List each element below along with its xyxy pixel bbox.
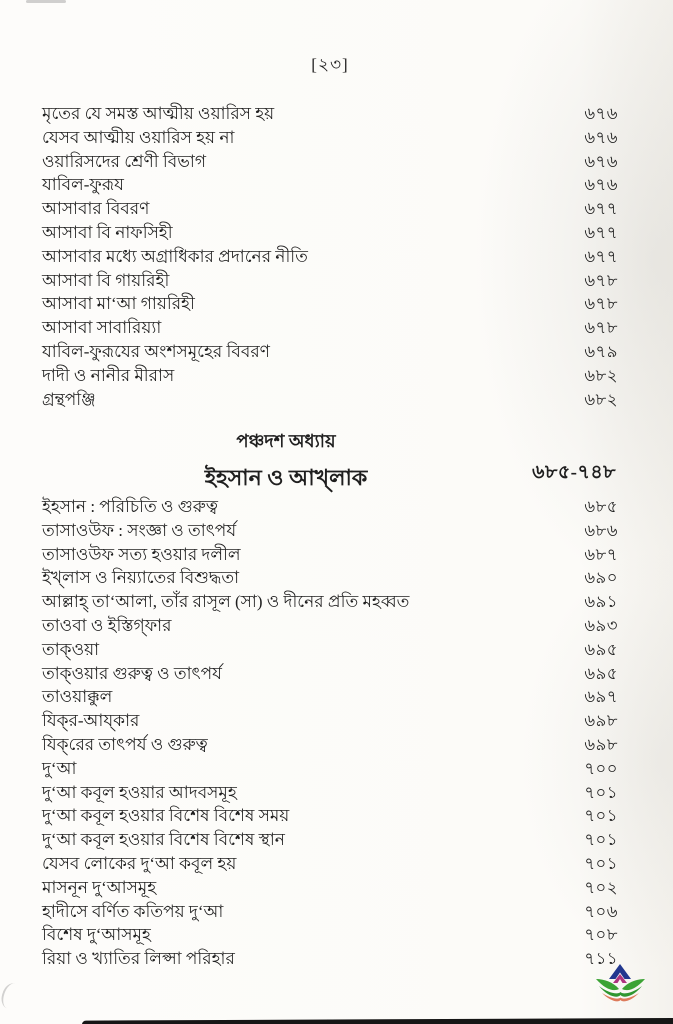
- toc-title: আসাবা বি নাফসিহী: [42, 222, 173, 242]
- toc-row: [42, 565, 618, 589]
- toc-page: ৭১১: [584, 949, 618, 969]
- toc-title: দু‘আ কবূল হওয়ার বিশেষ বিশেষ সময়: [42, 806, 290, 826]
- toc-section-ihsan-akhlaq: [42, 494, 618, 970]
- toc-row: [42, 101, 618, 125]
- toc-title: মাসনূন দু‘আসমূহ: [42, 877, 157, 897]
- toc-title: মৃতের যে সমস্ত আত্মীয় ওয়ারিস হয়: [42, 104, 275, 123]
- toc-title: যেসব আত্মীয় ওয়ারিস হয় না: [42, 127, 235, 147]
- toc-row: [42, 661, 618, 685]
- toc-title: তাক্ওয়ার গুরুত্ব ও তাৎপর্য: [42, 663, 222, 683]
- toc-title: যিক্‌রের তাৎপর্য ও গুরুত্ব: [42, 734, 208, 754]
- toc-title: গ্রন্থপঞ্জি: [42, 389, 96, 409]
- page-number: [২৩]: [311, 55, 349, 74]
- toc-row: [42, 732, 618, 756]
- toc-row: [42, 244, 618, 268]
- toc-row: [42, 803, 618, 827]
- toc-row: [42, 125, 618, 149]
- toc-row: [42, 494, 618, 518]
- toc-title: দু‘আ কবূল হওয়ার বিশেষ বিশেষ স্থান: [42, 830, 285, 850]
- toc-page: ৬৭৬: [584, 127, 618, 147]
- toc-page: ৭০০: [584, 758, 618, 778]
- toc-page: ৬৯৫: [584, 639, 618, 659]
- toc-page: ৬৯১: [584, 592, 618, 612]
- toc-title: ইখ্লাস ও নিয়্যাতের বিশুদ্ধতা: [42, 568, 240, 588]
- toc-page: ৬৭৬: [584, 151, 618, 171]
- toc-page: ৭০৮: [584, 925, 618, 945]
- toc-title: যাবিল-ফুরূযের অংশসমূহের বিবরণ: [42, 341, 270, 361]
- toc-page: ৬৭৬: [584, 175, 618, 195]
- toc-page: ৭০৬: [584, 901, 618, 921]
- toc-page: ৬৯৮: [584, 711, 618, 731]
- toc-page: ৭০১: [584, 782, 618, 802]
- toc-page: ৬৯০: [584, 568, 618, 588]
- toc-page: ৬৮৫: [584, 497, 618, 516]
- scan-artifact-top: [26, 0, 66, 3]
- toc-row: [42, 542, 618, 566]
- toc-title: তাওবা ও ইস্তিগ্‌ফার: [42, 615, 172, 635]
- toc-row: [42, 268, 618, 292]
- toc-page: ৬৭৯: [584, 341, 618, 361]
- toc-page: ৬৭৮: [584, 270, 618, 290]
- toc-title: বিশেষ দু‘আসমূহ: [42, 925, 151, 945]
- toc-title: আল্লাহ্ তা‘আলা, তাঁর রাসূল (সা) ও দীনের প্রতি মহব্বত: [42, 592, 410, 612]
- scan-artifact-corner: [0, 981, 24, 1011]
- toc-row: [42, 589, 618, 613]
- toc-title: আসাবার বিবরণ: [42, 199, 150, 219]
- toc-row: [42, 149, 618, 173]
- toc-page: ৬৭৮: [584, 318, 618, 338]
- toc-page: ৭০১: [584, 806, 618, 826]
- scan-edge-shadow: [82, 1018, 673, 1024]
- toc-row: [42, 291, 618, 315]
- toc-title: ওয়ারিসদের শ্রেণী বিভাগ: [42, 151, 206, 171]
- toc-page: ৬৭৭: [584, 199, 618, 219]
- open-book-arrow-icon: [593, 962, 648, 1008]
- toc-row: [42, 946, 618, 970]
- toc-title: আসাবা মা‘আ গায়রিহী: [42, 294, 195, 314]
- toc-section-inheritance: [42, 101, 618, 410]
- chapter-heading-block: [0, 427, 572, 498]
- toc-title: যিক্‌র-আয্‌কার: [42, 711, 140, 731]
- toc-row: [42, 827, 618, 851]
- toc-row: [42, 339, 618, 363]
- chapter-page-range: ৬৮৫-৭৪৮: [532, 462, 616, 483]
- toc-row: [42, 315, 618, 339]
- toc-row: [42, 220, 618, 244]
- toc-row: [42, 875, 618, 899]
- toc-title: তাক্ওয়া: [42, 639, 100, 659]
- toc-title: দু‘আ কবূল হওয়ার আদবসমূহ: [42, 782, 237, 802]
- toc-row: [42, 851, 618, 875]
- toc-page: ৬৯৮: [584, 734, 618, 754]
- toc-page: ৬৭৭: [584, 222, 618, 242]
- toc-title: তাসাওউফ : সংজ্ঞা ও তাৎপর্য: [42, 520, 237, 540]
- publisher-open-book-logo-icon: [593, 962, 648, 1008]
- toc-page: ৬৯৭: [584, 687, 618, 707]
- chapter-number-heading: পঞ্চদশ অধ্যায়: [236, 431, 336, 451]
- toc-page: ৬৮৭: [584, 544, 618, 564]
- toc-page: ৭০১: [584, 830, 618, 850]
- toc-page: ৬৭৭: [584, 246, 618, 266]
- toc-row: [42, 899, 618, 923]
- toc-title: তাওয়াক্কুল: [42, 687, 113, 707]
- toc-page: ৬৯৩: [584, 615, 618, 635]
- toc-page: ৬৮২: [584, 365, 618, 385]
- toc-row: [42, 196, 618, 220]
- toc-title: তাসাওউফ সত্য হওয়ার দলীল: [42, 544, 241, 564]
- toc-title: যাবিল-ফুরূয: [42, 175, 124, 195]
- toc-page: ৬৮৬: [584, 520, 618, 540]
- toc-page: ৬৮২: [584, 389, 618, 409]
- chapter-title: ইহসান ও আখ্লাক: [204, 465, 368, 490]
- toc-title: হাদীসে বর্ণিত কতিপয় দু‘আ: [42, 901, 224, 921]
- toc-page: ৬৭৬: [584, 104, 618, 123]
- toc-row: [42, 780, 618, 804]
- toc-title: আসাবার মধ্যে অগ্রাধিকার প্রদানের নীতি: [42, 246, 308, 266]
- toc-row: [42, 922, 618, 946]
- toc-page: ৬৯৫: [584, 663, 618, 683]
- toc-row: [42, 708, 618, 732]
- toc-page: ৭০১: [584, 853, 618, 873]
- toc-title: ইহসান : পরিচিতি ও গুরুত্ব: [42, 497, 218, 516]
- toc-page: ৭০২: [584, 877, 618, 897]
- toc-row: [42, 363, 618, 387]
- toc-title: রিয়া ও খ্যাতির লিপ্সা পরিহার: [42, 949, 235, 969]
- toc-title: যেসব লোকের দু‘আ কবূল হয়: [42, 853, 237, 873]
- toc-page: ৬৭৮: [584, 294, 618, 314]
- toc-title: আসাবা বি গায়রিহী: [42, 270, 170, 290]
- toc-title: দু‘আ: [42, 758, 77, 778]
- toc-title: দাদী ও নানীর মীরাস: [42, 365, 175, 385]
- toc-row: [42, 518, 618, 542]
- toc-title: আসাবা সাবারিয়্যা: [42, 318, 162, 338]
